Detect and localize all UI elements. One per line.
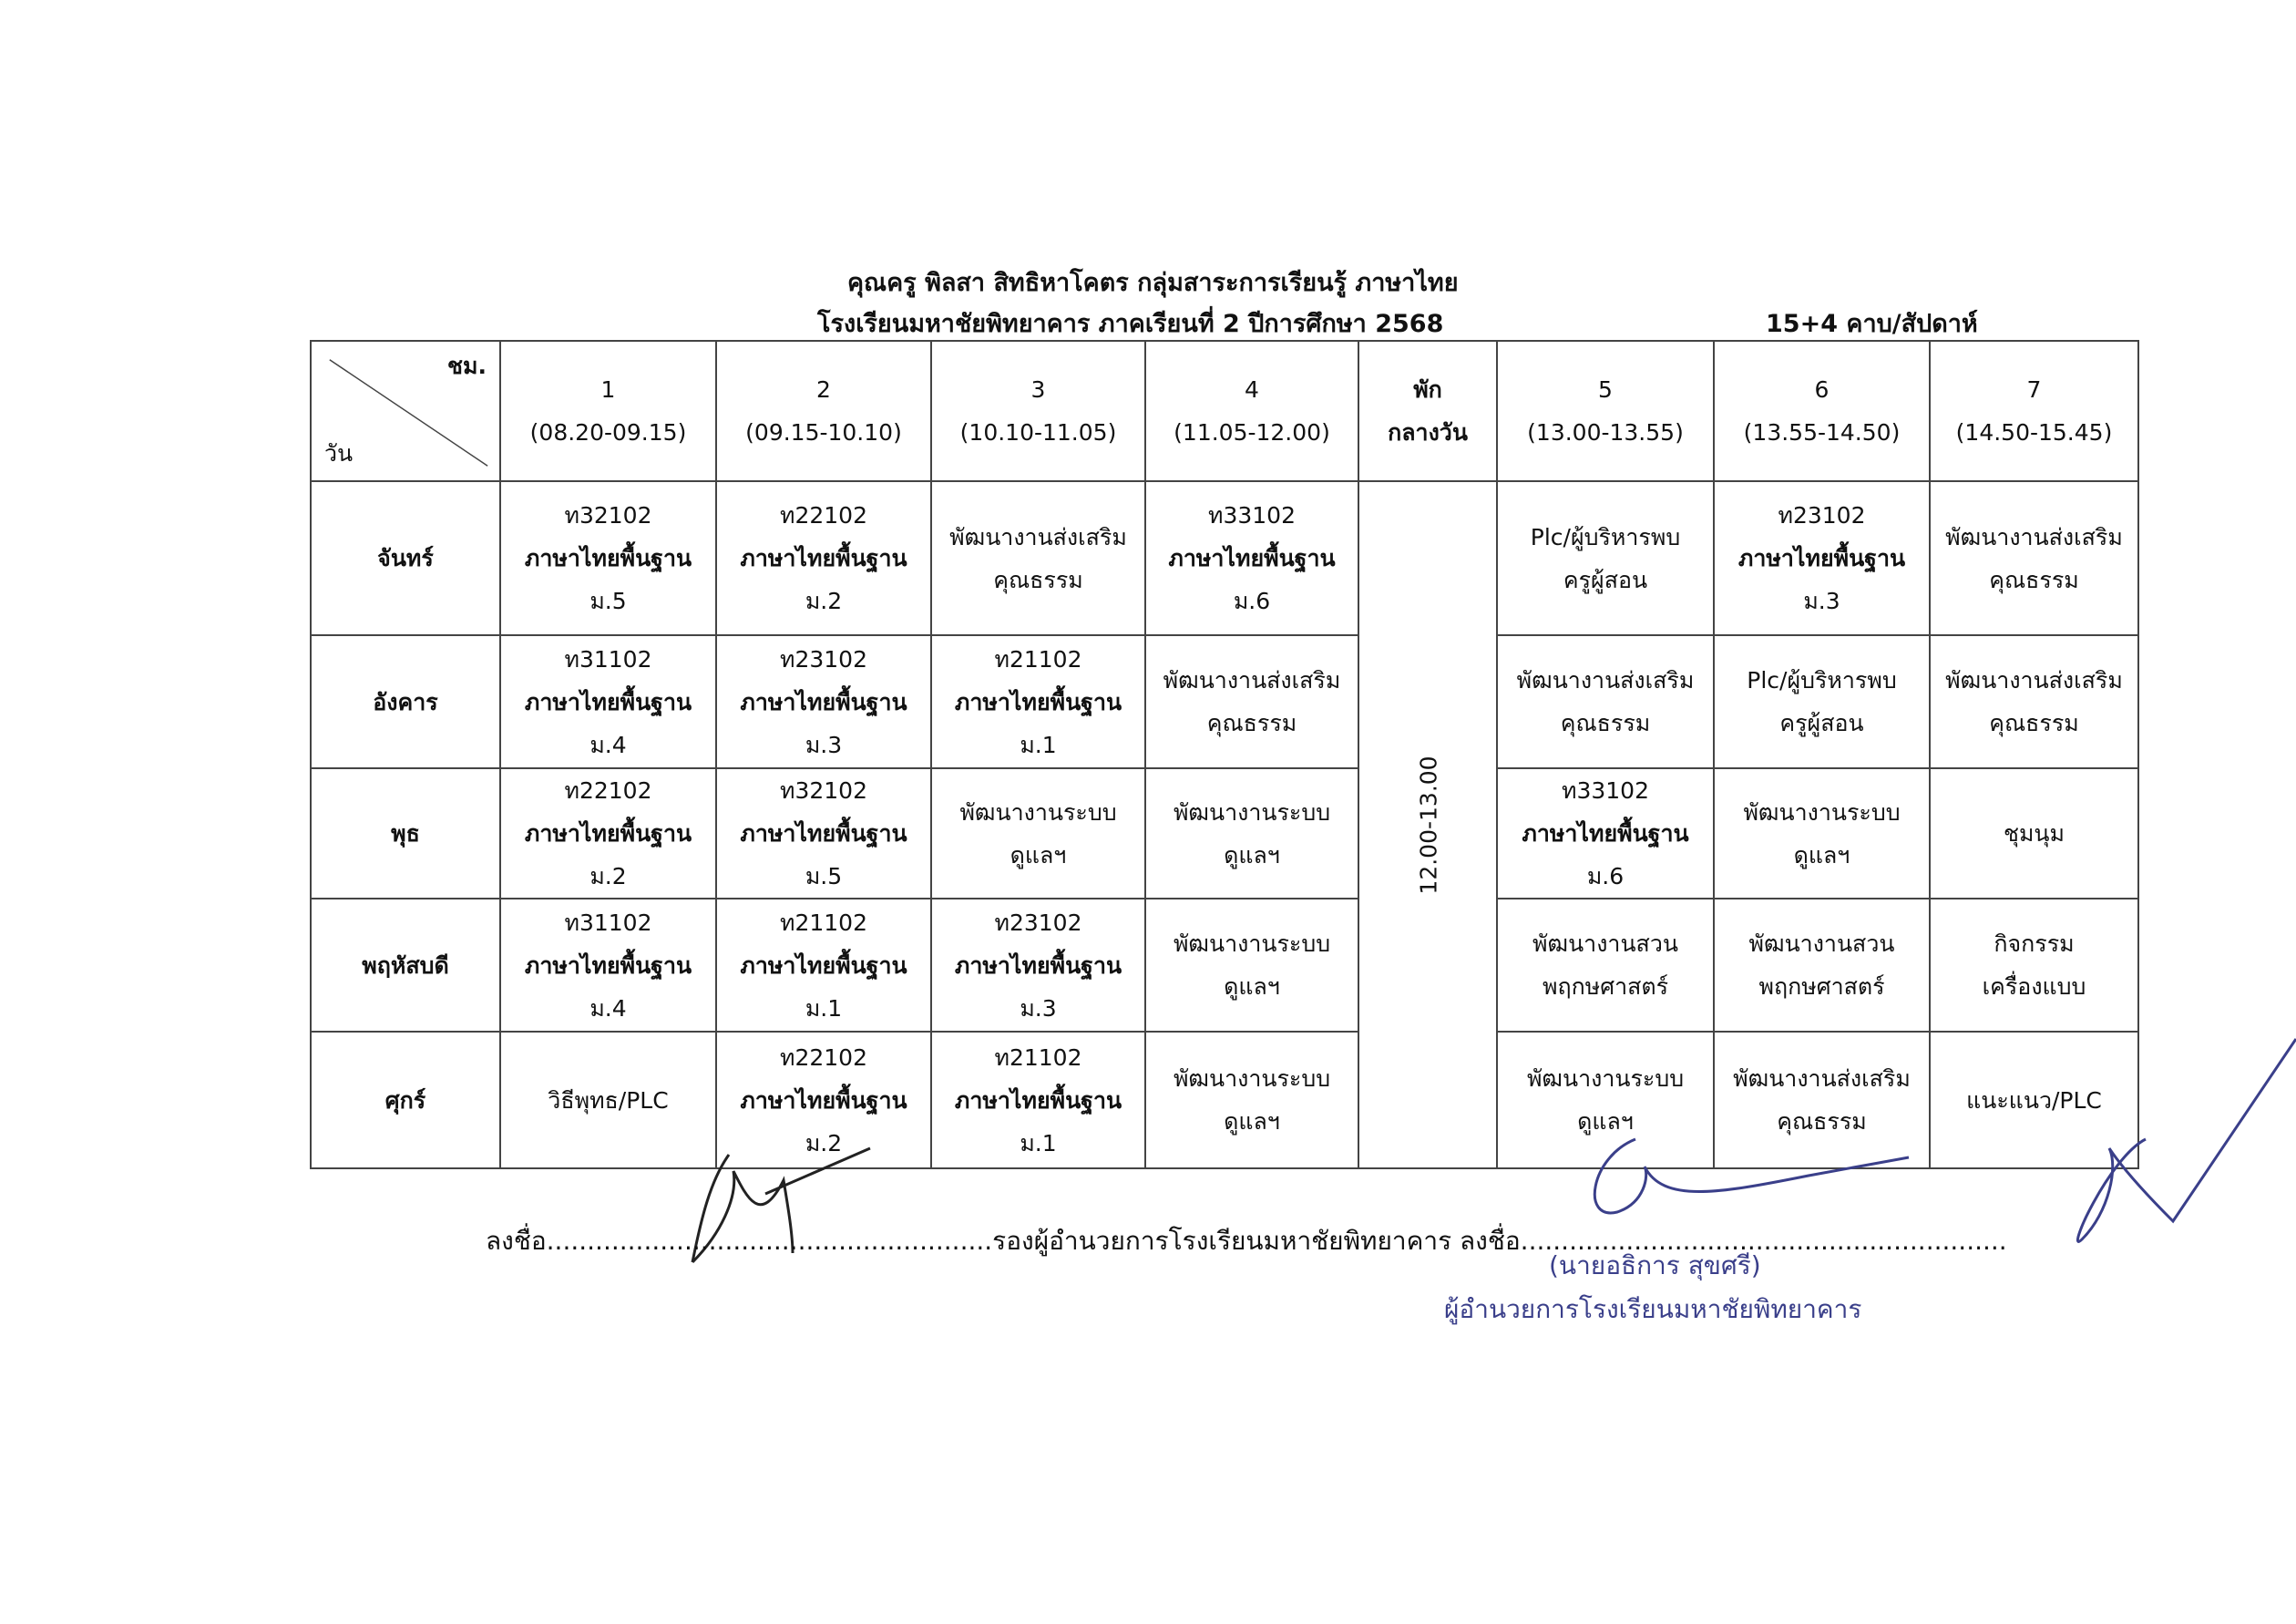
header-periods-per-week: 15+4 คาบ/สัปดาห์ bbox=[1766, 310, 1978, 338]
schedule-cell: ชุมนุม bbox=[1930, 768, 2138, 899]
day-name: ศุกร์ bbox=[311, 1032, 500, 1168]
schedule-cell: พัฒนางานระบบ ดูแลฯ bbox=[1497, 1032, 1714, 1168]
day-name: อังคาร bbox=[311, 635, 500, 768]
schedule-cell: ท23102 ภาษาไทยพื้นฐาน ม.3 bbox=[716, 635, 931, 768]
corner-hour-label: ชม. bbox=[447, 353, 487, 379]
schedule-cell: พัฒนางานสวน พฤกษศาสตร์ bbox=[1497, 899, 1714, 1032]
corner-cell bbox=[311, 341, 500, 481]
schedule-cell: ท23102 ภาษาไทยพื้นฐาน ม.3 bbox=[931, 899, 1145, 1032]
schedule-cell: ท22102 ภาษาไทยพื้นฐาน ม.2 bbox=[500, 768, 716, 899]
schedule-cell: ท21102 ภาษาไทยพื้นฐาน ม.1 bbox=[931, 635, 1145, 768]
day-row bbox=[311, 481, 2138, 635]
schedule-cell: พัฒนางานส่งเสริม คุณธรรม bbox=[931, 481, 1145, 635]
header-row bbox=[311, 341, 2138, 481]
director-position: ผู้อำนวยการโรงเรียนมหาชัยพิทยาคาร bbox=[1444, 1294, 1862, 1324]
schedule-cell: ท23102 ภาษาไทยพื้นฐาน ม.3 bbox=[1714, 481, 1930, 635]
header-teacher-line: คุณครู พิลสา สิทธิหาโคตร กลุ่มสาระการเรียนรู้ ภาษาไทย bbox=[847, 269, 1459, 297]
schedule-cell: กิจกรรม เครื่องแบบ bbox=[1930, 899, 2138, 1032]
schedule-cell: พัฒนางานสวน พฤกษศาสตร์ bbox=[1714, 899, 1930, 1032]
period-header-5: 5 (13.00-13.55) bbox=[1497, 341, 1714, 481]
timetable bbox=[310, 340, 2139, 1169]
schedule-cell: ท32102 ภาษาไทยพื้นฐาน ม.5 bbox=[716, 768, 931, 899]
schedule-cell: พัฒนางานส่งเสริม คุณธรรม bbox=[1145, 635, 1358, 768]
schedule-cell: พัฒนางานระบบ ดูแลฯ bbox=[1145, 768, 1358, 899]
day-row bbox=[311, 899, 2138, 1032]
header-school-line: โรงเรียนมหาชัยพิทยาคาร ภาคเรียนที่ 2 ปีการศึกษา 2568 bbox=[817, 310, 1444, 338]
day-name: จันทร์ bbox=[311, 481, 500, 635]
period-header-7: 7 (14.50-15.45) bbox=[1930, 341, 2138, 481]
signature-line: ลงชื่อ.......................................................รองผู้อำนวยการโรงเรียนมหาชัยพิทยาคาร ลงชื่อ............................................................ bbox=[486, 1226, 2007, 1256]
day-row bbox=[311, 635, 2138, 768]
schedule-cell: ท21102 ภาษาไทยพื้นฐาน ม.1 bbox=[931, 1032, 1145, 1168]
period-header-6: 6 (13.55-14.50) bbox=[1714, 341, 1930, 481]
schedule-cell: พัฒนางานระบบ ดูแลฯ bbox=[1145, 899, 1358, 1032]
schedule-cell: ท33102 ภาษาไทยพื้นฐาน ม.6 bbox=[1497, 768, 1714, 899]
schedule-cell: พัฒนางานส่งเสริม คุณธรรม bbox=[1497, 635, 1714, 768]
break-header: พัก กลางวัน bbox=[1358, 341, 1497, 481]
day-name: พุธ bbox=[311, 768, 500, 899]
corner-day-label: วัน bbox=[324, 440, 354, 467]
day-row bbox=[311, 768, 2138, 899]
schedule-cell: ท31102 ภาษาไทยพื้นฐาน ม.4 bbox=[500, 899, 716, 1032]
lunch-break-cell bbox=[1358, 481, 1497, 1168]
schedule-cell: ท31102 ภาษาไทยพื้นฐาน ม.4 bbox=[500, 635, 716, 768]
period-header-1: 1 (08.20-09.15) bbox=[500, 341, 716, 481]
schedule-cell: แนะแนว/PLC bbox=[1930, 1032, 2138, 1168]
schedule-cell: พัฒนางานระบบ ดูแลฯ bbox=[1145, 1032, 1358, 1168]
day-name: พฤหัสบดี bbox=[311, 899, 500, 1032]
schedule-cell: ท21102 ภาษาไทยพื้นฐาน ม.1 bbox=[716, 899, 931, 1032]
lunch-break-time: 12.00-13.00 bbox=[1415, 755, 1442, 895]
schedule-cell: วิธีพุทธ/PLC bbox=[500, 1032, 716, 1168]
schedule-cell: ท22102 ภาษาไทยพื้นฐาน ม.2 bbox=[716, 1032, 931, 1168]
schedule-cell: ท32102 ภาษาไทยพื้นฐาน ม.5 bbox=[500, 481, 716, 635]
schedule-cell: พัฒนางานส่งเสริม คุณธรรม bbox=[1930, 481, 2138, 635]
period-header-3: 3 (10.10-11.05) bbox=[931, 341, 1145, 481]
schedule-cell: พัฒนางานระบบ ดูแลฯ bbox=[931, 768, 1145, 899]
schedule-cell: Plc/ผู้บริหารพบ ครูผู้สอน bbox=[1714, 635, 1930, 768]
period-header-2: 2 (09.15-10.10) bbox=[716, 341, 931, 481]
schedule-cell: พัฒนางานส่งเสริม คุณธรรม bbox=[1714, 1032, 1930, 1168]
schedule-cell: พัฒนางานระบบ ดูแลฯ bbox=[1714, 768, 1930, 899]
director-name: (นายอธิการ สุขศรี) bbox=[1549, 1250, 1761, 1280]
schedule-cell: Plc/ผู้บริหารพบ ครูผู้สอน bbox=[1497, 481, 1714, 635]
schedule-cell: พัฒนางานส่งเสริม คุณธรรม bbox=[1930, 635, 2138, 768]
schedule-cell: ท33102 ภาษาไทยพื้นฐาน ม.6 bbox=[1145, 481, 1358, 635]
signature-margin-scribble bbox=[2055, 1030, 2296, 1258]
period-header-4: 4 (11.05-12.00) bbox=[1145, 341, 1358, 481]
schedule-cell: ท22102 ภาษาไทยพื้นฐาน ม.2 bbox=[716, 481, 931, 635]
